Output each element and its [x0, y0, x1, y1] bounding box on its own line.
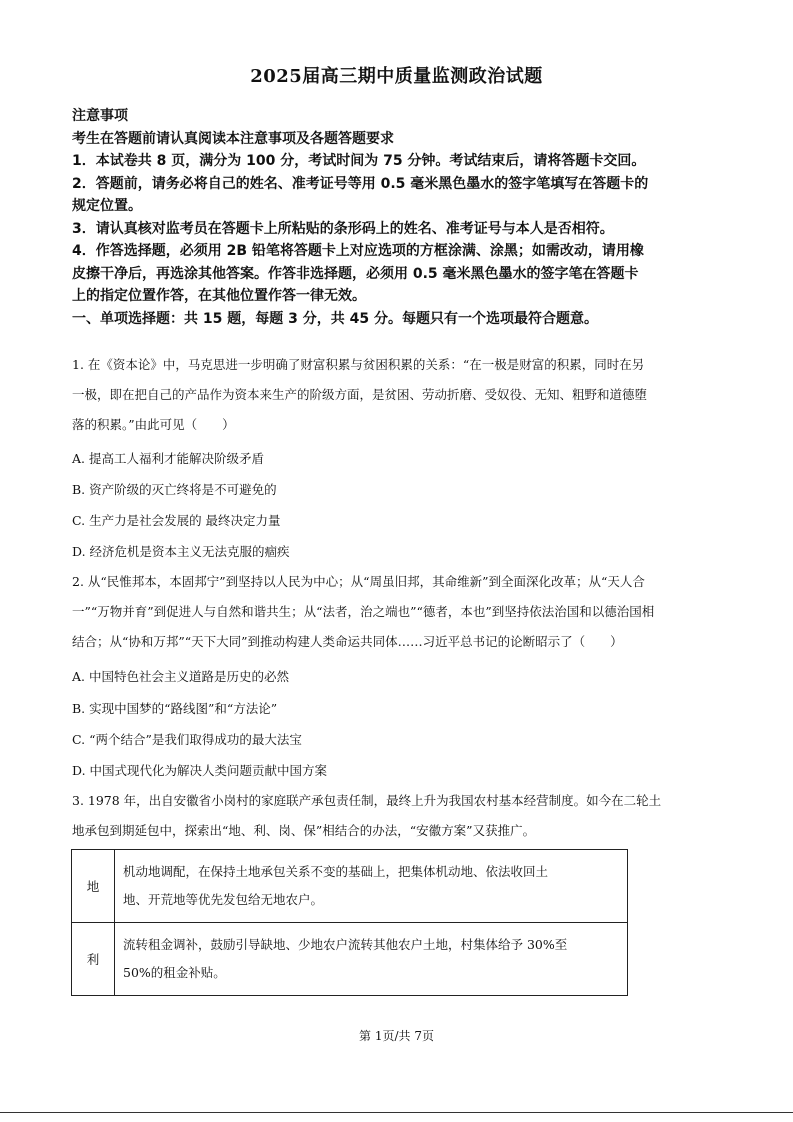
q2-option-c: C. “两个结合”是我们取得成功的最大法宝: [72, 732, 302, 747]
cell-line: 流转租金调补，鼓励引导缺地、少地农户流转其他农户土地，村集体给予 30%至: [123, 937, 568, 952]
q2-option-b: B. 实现中国梦的“路线图”和“方法论”: [72, 701, 278, 716]
notice-line: 1．本试卷共 8 页，满分为 100 分，考试时间为 75 分钟。考试结束后，请将答题卡交回。: [72, 153, 646, 169]
stem-line: 结合；从“协和万邦”“天下大同”到推动构建人类命运共同体……习近平总书记的论断昭示了（ ）: [72, 634, 623, 649]
notice-heading: 注意事项: [72, 108, 128, 124]
q2-option-a: A. 中国特色社会主义道路是历史的必然: [72, 669, 289, 684]
notice-section: [72, 105, 722, 330]
page-footer: 第 1页/共 7页: [359, 1029, 434, 1043]
q1-option-a: A. 提高工人福利才能解决阶级矛盾: [72, 451, 264, 466]
cell-line: 50%的租金补贴。: [123, 965, 226, 980]
table-key-cell: 地: [72, 850, 115, 923]
table-value-cell: [115, 850, 628, 923]
section-heading: 一、单项选择题：共 15 题，每题 3 分，共 45 分。每题只有一个选项最符合题意。: [72, 310, 598, 327]
stem-line: 3. 1978 年，出自安徽省小岗村的家庭联产承包责任制，最终上升为我国农村基本经营制度。如今在二轮土: [72, 793, 662, 808]
stem-line: 落的积累。”由此可见（ ）: [72, 417, 235, 432]
stem-line: 地承包到期延包中，探索出“地、利、岗、保”相结合的办法，“安徽方案”又获推广。: [72, 823, 536, 838]
stem-line: 1. 在《资本论》中，马克思进一步明确了财富积累与贫困积累的关系：“在一极是财富的积累，同时在另: [72, 357, 645, 372]
notice-line: 皮擦干净后，再选涂其他答案。作答非选择题，必须用 0.5 毫米黑色墨水的签字笔在答题卡: [72, 265, 639, 282]
table-row: [72, 923, 628, 996]
stem-line: 2. 从“民惟邦本，本固邦宁”到坚持以人民为中心；从“周虽旧邦，其命维新”到全面深化改革；从“天人合: [72, 574, 645, 589]
table-row: [72, 850, 628, 923]
cell-line: 机动地调配，在保持土地承包关系不变的基础上，把集体机动地、依法收回土: [123, 864, 549, 879]
land-policy-table: [71, 849, 628, 996]
stem-line: 一”“万物并育”到促进人与自然和谐共生；从“法者，治之端也”“德者，本也”到坚持依法治国和以德治国相: [72, 604, 655, 619]
question-2-stem: [72, 573, 727, 651]
cell-line: 地、开荒地等优先发包给无地农户。: [123, 892, 324, 907]
q1-option-d: D. 经济危机是资本主义无法克服的痼疾: [72, 544, 290, 559]
bottom-divider: [0, 1112, 793, 1113]
question-1-stem: [72, 356, 727, 434]
notice-line: 4．作答选择题，必须用 2B 铅笔将答题卡上对应选项的方框涂满、涂黑；如需改动，请用橡: [72, 243, 644, 259]
question-3-stem: [72, 792, 727, 840]
notice-line: 规定位置。: [72, 198, 142, 214]
table-value-cell: [115, 923, 628, 996]
notice-line: 2．答题前，请务必将自己的姓名、准考证号等用 0.5 毫米黑色墨水的签字笔填写在答题卡的: [72, 175, 649, 192]
notice-line: 3．请认真核对监考员在答题卡上所粘贴的条形码上的姓名、准考证号与本人是否相符。: [72, 220, 614, 237]
notice-line: 上的指定位置作答，在其他位置作答一律无效。: [72, 288, 366, 304]
table-key-cell: 利: [72, 923, 115, 996]
page-title: 2025届高三期中质量监测政治试题: [250, 66, 543, 87]
notice-subheading: 考生在答题前请认真阅读本注意事项及各题答题要求: [72, 130, 394, 147]
q1-option-c: C. 生产力是社会发展的 最终决定力量: [72, 513, 281, 528]
q1-option-b: B. 资产阶级的灭亡终将是不可避免的: [72, 482, 277, 497]
stem-line: 一极，即在把自己的产品作为资本来生产的阶级方面，是贫困、劳动折磨、受奴役、无知、粗野和道德堕: [72, 387, 648, 402]
q2-option-d: D. 中国式现代化为解决人类问题贡献中国方案: [72, 763, 328, 778]
